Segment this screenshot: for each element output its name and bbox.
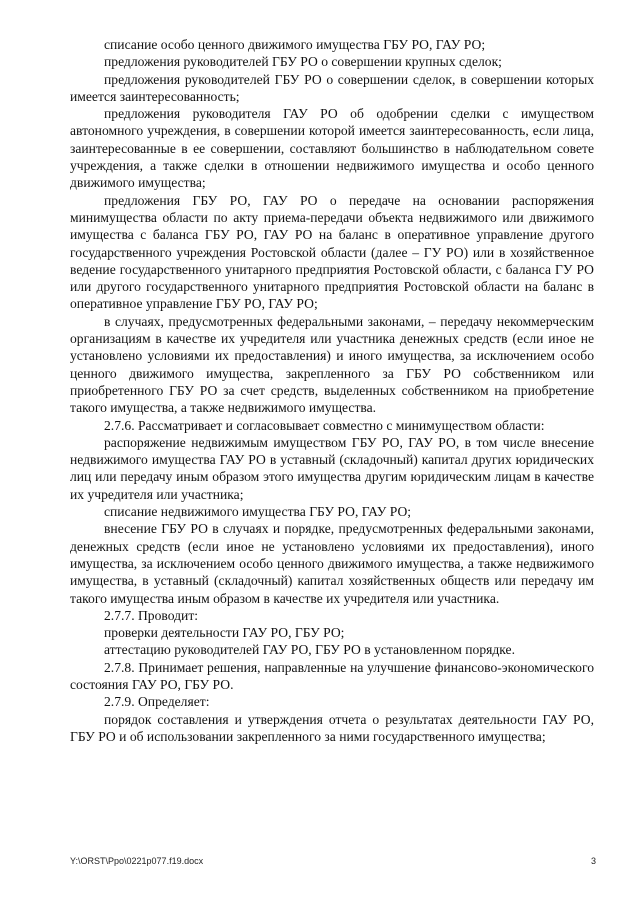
paragraph: списание особо ценного движимого имущества ГБУ РО, ГАУ РО; [104,37,486,52]
paragraph: предложения руководителей ГБУ РО о совершении крупных сделок; [104,54,502,70]
section-heading: 2.7.6. Рассматривает и согласовывает совместно с минимуществом области: [104,417,545,433]
document-body [70,36,594,745]
paragraph: списание недвижимого имущества ГБУ РО, ГАУ РО; [104,504,412,520]
paragraph: аттестацию руководителей ГАУ РО, ГБУ РО в установленном порядке. [104,642,515,658]
paragraph: в случаях, предусмотренных федеральными законами, – передачу некоммерческим организациям в качестве их учредителя или участника денежных средств (если иное не установлено условиями их предоставления) и иного имущества, за исключением особо ценного движимого имущества, закрепленного за ГБУ РО собственником или приобретенного ГБУ РО за счет средств, выделенных собственником на приобретение такого имущества, а также недвижимого имущества. [70,313,594,416]
paragraph: внесение ГБУ РО в случаях и порядке, предусмотренных федеральными законами, денежных средств (если иное не установлено условиями их предоставления), иного имущества, за исключением особо ценного движимого имущества, а также недвижимого имущества, в уставный (складочный) капитал хозяйственных обществ или передачу им такого имущества иным образом в качестве их учредителя или участника. [70,521,594,606]
paragraph: предложения руководителей ГБУ РО о совершении сделок, в совершении которых имеется заинтересованность; [70,71,594,104]
paragraph: предложения руководителя ГАУ РО об одобрении сделки с имуществом автономного учреждения, в совершении которой имеется заинтересованность, если лица, заинтересованные в ее совершении, составляют большинство в наблюдательном совете учреждения, а также сделки в отношении недвижимого имущества и особо ценного движимого имущества; [70,106,594,191]
paragraph: порядок составления и утверждения отчета о результатах деятельности ГАУ РО, ГБУ РО и об использовании закрепленного за ними государственного имущества; [70,711,594,744]
section-heading: 2.7.9. Определяет: [104,694,210,710]
page-number: 3 [590,856,596,866]
section-heading: 2.7.8. Принимает решения, направленные на улучшение финансово-экономического состояния ГАУ РО, ГБУ РО. [70,659,594,692]
paragraph: предложения ГБУ РО, ГАУ РО о передаче на основании распоряжения минимущества области по акту приема-передачи объекта недвижимого или движимого имущества с баланса ГБУ РО, ГАУ РО на баланс в оперативное управление другого государственного учреждения Ростовской области (далее – ГУ РО) или в хозяйственное ведение государственного унитарного предприятия Ростовской области, с баланса ГУ РО или другого государственного унитарного предприятия Ростовской области на баланс в оперативное управление ГБУ РО, ГАУ РО; [70,192,594,312]
paragraph: распоряжение недвижимым имуществом ГБУ РО, ГАУ РО, в том числе внесение недвижимого имущества ГАУ РО в уставный (складочный) капитал других юридических лиц или передачу иным образом этого имущества другим юридическим лицам в качестве их учредителя или участника; [70,434,594,502]
paragraph: проверки деятельности ГАУ РО, ГБУ РО; [104,625,345,641]
footer-file-path: Y:\ORST\Ppo\0221p077.f19.docx [70,856,204,866]
section-heading: 2.7.7. Проводит: [104,607,199,623]
